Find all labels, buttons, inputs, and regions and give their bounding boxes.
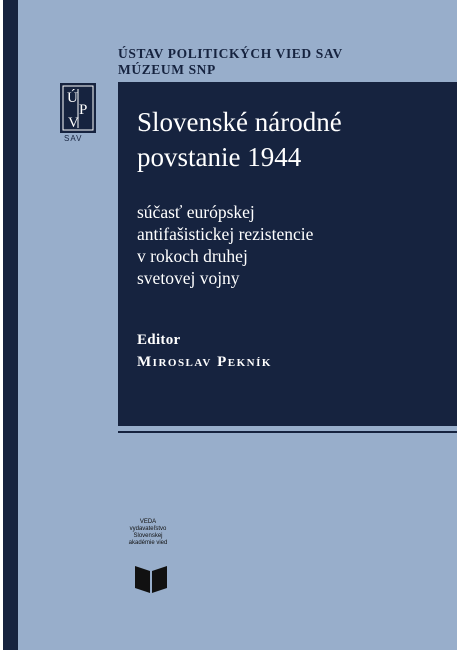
sav-label: SAV bbox=[64, 134, 83, 143]
book-title bbox=[137, 105, 342, 175]
veda-book-logo-icon bbox=[133, 564, 169, 594]
book-cover bbox=[3, 0, 457, 650]
editor-label: Editor bbox=[137, 332, 181, 348]
subtitle-line-3: v rokoch druhej bbox=[137, 246, 248, 266]
title-line-2: povstanie 1944 bbox=[137, 142, 302, 172]
subtitle-line-2: antifašistickej rezistencie bbox=[137, 224, 314, 244]
imprint-line-3: Slovenskej bbox=[133, 533, 163, 539]
svg-text:Ú: Ú bbox=[67, 90, 78, 106]
imprint-text bbox=[123, 519, 173, 547]
title-panel bbox=[118, 82, 457, 426]
divider-rule bbox=[118, 431, 457, 433]
upv-sav-logo-icon bbox=[60, 83, 96, 133]
spine-strip bbox=[3, 0, 18, 650]
publisher-line-1: ÚSTAV POLITICKÝCH VIED SAV bbox=[118, 46, 343, 61]
editor-name: Miroslav Pekník bbox=[137, 354, 272, 370]
svg-text:P: P bbox=[79, 102, 88, 118]
subtitle-line-4: svetovej vojny bbox=[137, 268, 240, 288]
imprint-line-1: VEDA bbox=[139, 519, 157, 525]
subtitle-line-1: súčasť európskej bbox=[137, 202, 255, 222]
publisher-block bbox=[118, 46, 343, 78]
imprint-line-2: vydavateľstvo bbox=[129, 526, 167, 532]
title-line-1: Slovenské národné bbox=[137, 107, 342, 137]
imprint-line-4: akadémie vied bbox=[128, 540, 168, 546]
book-subtitle bbox=[137, 201, 313, 289]
svg-text:V: V bbox=[68, 115, 79, 131]
publisher-line-2: MÚZEUM SNP bbox=[118, 62, 216, 77]
